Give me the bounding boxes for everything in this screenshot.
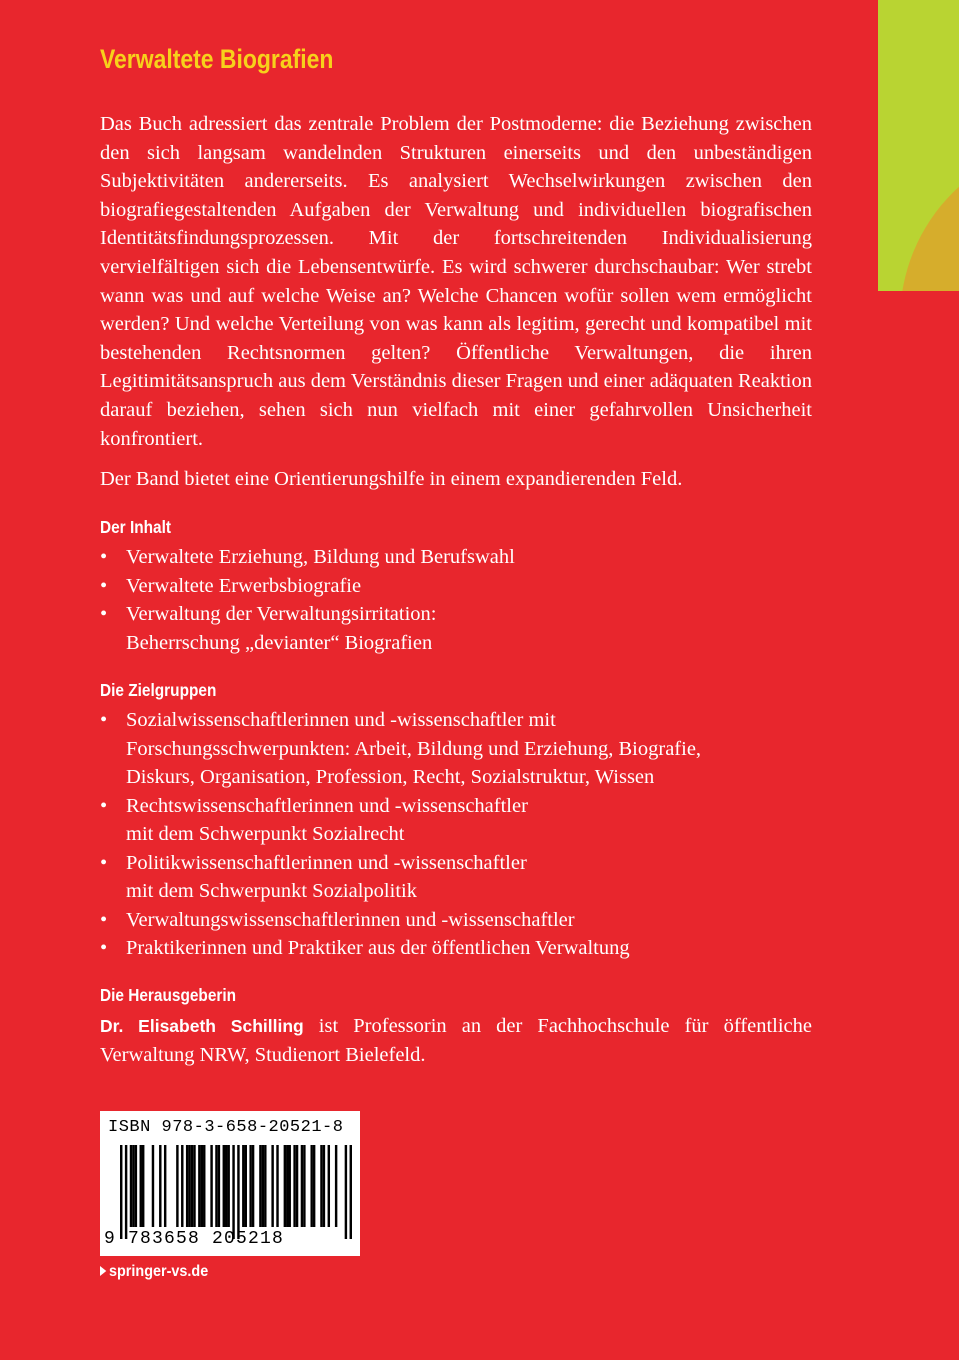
accent-circle-shape bbox=[900, 140, 959, 291]
blurb bbox=[100, 110, 812, 494]
barcode-bar bbox=[227, 1145, 229, 1227]
barcode-bar bbox=[237, 1145, 239, 1239]
inhalt-item-line: Verwaltete Erziehung, Bildung und Berufswahl bbox=[126, 546, 515, 568]
barcode-bar bbox=[323, 1145, 325, 1227]
publisher-link[interactable] bbox=[100, 1263, 208, 1281]
barcode-bar bbox=[191, 1145, 193, 1227]
inhalt-item-line: Beherrschung „devianter“ Biografien bbox=[126, 631, 433, 654]
barcode-bar bbox=[310, 1145, 312, 1227]
bullet-icon: • bbox=[100, 546, 108, 568]
barcode-bar bbox=[249, 1145, 251, 1227]
zielgruppe-item-line: Praktikerinnen und Praktiker aus der öffentlichen Verwaltung bbox=[126, 937, 630, 959]
barcode-bar bbox=[135, 1145, 137, 1227]
zielgruppe-item-line: Verwaltungswissenschaftlerinnen und -wissenschaftler bbox=[126, 908, 575, 931]
barcode-bar bbox=[264, 1145, 266, 1227]
barcode-bar bbox=[245, 1145, 247, 1227]
barcode-bar bbox=[164, 1145, 166, 1227]
barcode-bar bbox=[218, 1145, 220, 1227]
barcode-bar bbox=[210, 1145, 212, 1227]
zielgruppe-item bbox=[100, 849, 812, 906]
barcode-bar bbox=[223, 1145, 225, 1227]
corner-accent-graphic bbox=[878, 0, 959, 291]
inhalt-item bbox=[100, 600, 812, 657]
zielgruppe-item-line: Rechtswissenschaftlerinnen und -wissenschaftler bbox=[126, 794, 528, 817]
inhalt-item-line: Verwaltete Erwerbsbiografie bbox=[126, 574, 362, 597]
barcode-bar bbox=[276, 1145, 278, 1227]
barcode-bar bbox=[271, 1145, 273, 1227]
herausgeberin-heading: Die Herausgeberin bbox=[100, 985, 237, 1005]
barcode-bar bbox=[193, 1145, 195, 1227]
zielgruppe-item-line: Politikwissenschaftlerinnen und -wissenschaftler bbox=[126, 851, 527, 874]
barcode-bar bbox=[335, 1145, 337, 1227]
zielgruppe-item-line: mit dem Schwerpunkt Sozialpolitik bbox=[126, 880, 417, 902]
zielgruppe-item-line: mit dem Schwerpunkt Sozialrecht bbox=[126, 823, 405, 845]
barcode-bar bbox=[120, 1145, 122, 1239]
isbn-barcode bbox=[100, 1111, 360, 1256]
bullet-icon: • bbox=[100, 851, 108, 874]
barcode-bar bbox=[140, 1145, 142, 1227]
inhalt-item bbox=[100, 572, 812, 601]
barcode-bar bbox=[201, 1145, 203, 1227]
barcode-bars bbox=[120, 1145, 352, 1239]
barcode-bar bbox=[152, 1145, 154, 1227]
barcode-bar bbox=[181, 1145, 183, 1227]
barcode-bar bbox=[320, 1145, 322, 1227]
publisher-url: springer-vs.de bbox=[109, 1263, 209, 1280]
isbn-label: ISBN 978-3-658-20521-8 bbox=[108, 1118, 344, 1137]
barcode-bar bbox=[286, 1145, 288, 1227]
zielgruppen-list bbox=[100, 706, 812, 963]
barcode-bar bbox=[203, 1145, 205, 1227]
bullet-icon: • bbox=[100, 794, 108, 817]
barcode-bar bbox=[225, 1145, 227, 1227]
zielgruppe-item-line: Diskurs, Organisation, Profession, Recht, Sozialstruktur, Wissen bbox=[126, 766, 655, 788]
zielgruppe-item-line: Forschungsschwerpunkten: Arbeit, Bildung und Erziehung, Biografie, bbox=[126, 737, 702, 760]
barcode-bar bbox=[242, 1145, 244, 1227]
arrow-right-icon bbox=[100, 1266, 106, 1276]
barcode-bar bbox=[142, 1145, 144, 1227]
barcode-bar bbox=[289, 1145, 291, 1227]
barcode-bar bbox=[198, 1145, 200, 1227]
inhalt-heading: Der Inhalt bbox=[100, 517, 172, 537]
barcode-bar bbox=[215, 1145, 217, 1227]
zielgruppe-item-line: Sozialwissenschaftlerinnen und -wissenschaftler mit bbox=[126, 709, 556, 731]
barcode-bar bbox=[176, 1145, 178, 1227]
bullet-icon: • bbox=[100, 574, 108, 597]
barcode-bar bbox=[328, 1145, 330, 1227]
barcode-bar bbox=[132, 1145, 134, 1227]
barcode-bar bbox=[186, 1145, 188, 1227]
barcode-bar bbox=[159, 1145, 161, 1227]
herausgeberin-bio bbox=[100, 1012, 812, 1069]
barcode-bar bbox=[313, 1145, 315, 1227]
inhalt-list bbox=[100, 543, 812, 657]
zielgruppe-item bbox=[100, 792, 812, 849]
inhalt-item bbox=[100, 543, 812, 572]
bullet-icon: • bbox=[100, 937, 108, 959]
zielgruppe-item bbox=[100, 934, 812, 963]
barcode-bar bbox=[188, 1145, 190, 1227]
barcode-bar bbox=[232, 1145, 234, 1239]
bullet-icon: • bbox=[100, 908, 108, 931]
blurb-paragraph-2: Der Band bietet eine Orientierungshilfe in einem expandierenden Feld. bbox=[100, 468, 683, 491]
barcode-bar bbox=[259, 1145, 261, 1227]
editor-name: Dr. Elisabeth Schilling bbox=[100, 1016, 304, 1036]
blurb-paragraph-1: Das Buch adressiert das zentrale Problem der Postmoderne: die Beziehung zwischen den sich langsam wandelnden Strukturen einerseits und den unbeständigen Subjektivitäten andererseits. Es analysiert Wechselwirkungen zwischen den biografiegestaltenden Aufgaben der Verwaltung und individuellen biografischen Identitätsfindungsprozessen. Mit der fortschreitenden Individualisierung vervielfältigen sich die Lebensentwürfe. Es wird schwerer durchschaubar: Wer strebt wann was und auf welche Weise an? Welche Chancen wofür sollen wem ermöglicht werden? Und welche Verteilung von was kann als legitim, gerecht und kompatibel mit bestehenden Rechtsnormen gelten? Öffentliche Verwaltungen, die ihren Legitimitätsanspruch aus dem Verständnis dieser Fragen und einer adäquaten Reaktion darauf beziehen, sehen sich nun vielfach mit einer gefahrvollen Unsicherheit konfrontiert. bbox=[100, 113, 812, 450]
barcode-bar bbox=[262, 1145, 264, 1227]
book-title: Verwaltete Biografien bbox=[100, 44, 334, 74]
barcode-bar bbox=[350, 1145, 352, 1239]
zielgruppe-item bbox=[100, 906, 812, 935]
barcode-bar bbox=[301, 1145, 303, 1227]
ean-digits: 9 783658 205218 bbox=[104, 1229, 285, 1249]
barcode-bar bbox=[252, 1145, 254, 1227]
bullet-icon: • bbox=[100, 603, 108, 625]
barcode-bar bbox=[130, 1145, 132, 1227]
bullet-icon: • bbox=[100, 709, 108, 731]
barcode-bar bbox=[303, 1145, 305, 1227]
zielgruppen-heading: Die Zielgruppen bbox=[100, 680, 217, 700]
editor-description: ist Professorin an der Fachhochschule für öffentliche Verwaltung NRW, Studienort Bielefeld. bbox=[100, 1015, 812, 1066]
barcode-bar bbox=[293, 1145, 295, 1227]
barcode-bar bbox=[125, 1145, 127, 1239]
barcode-bar bbox=[284, 1145, 286, 1227]
barcode-bar bbox=[345, 1145, 347, 1239]
barcode-bar bbox=[296, 1145, 298, 1227]
inhalt-item-line: Verwaltung der Verwaltungsirritation: bbox=[126, 603, 437, 625]
zielgruppe-item bbox=[100, 706, 812, 792]
